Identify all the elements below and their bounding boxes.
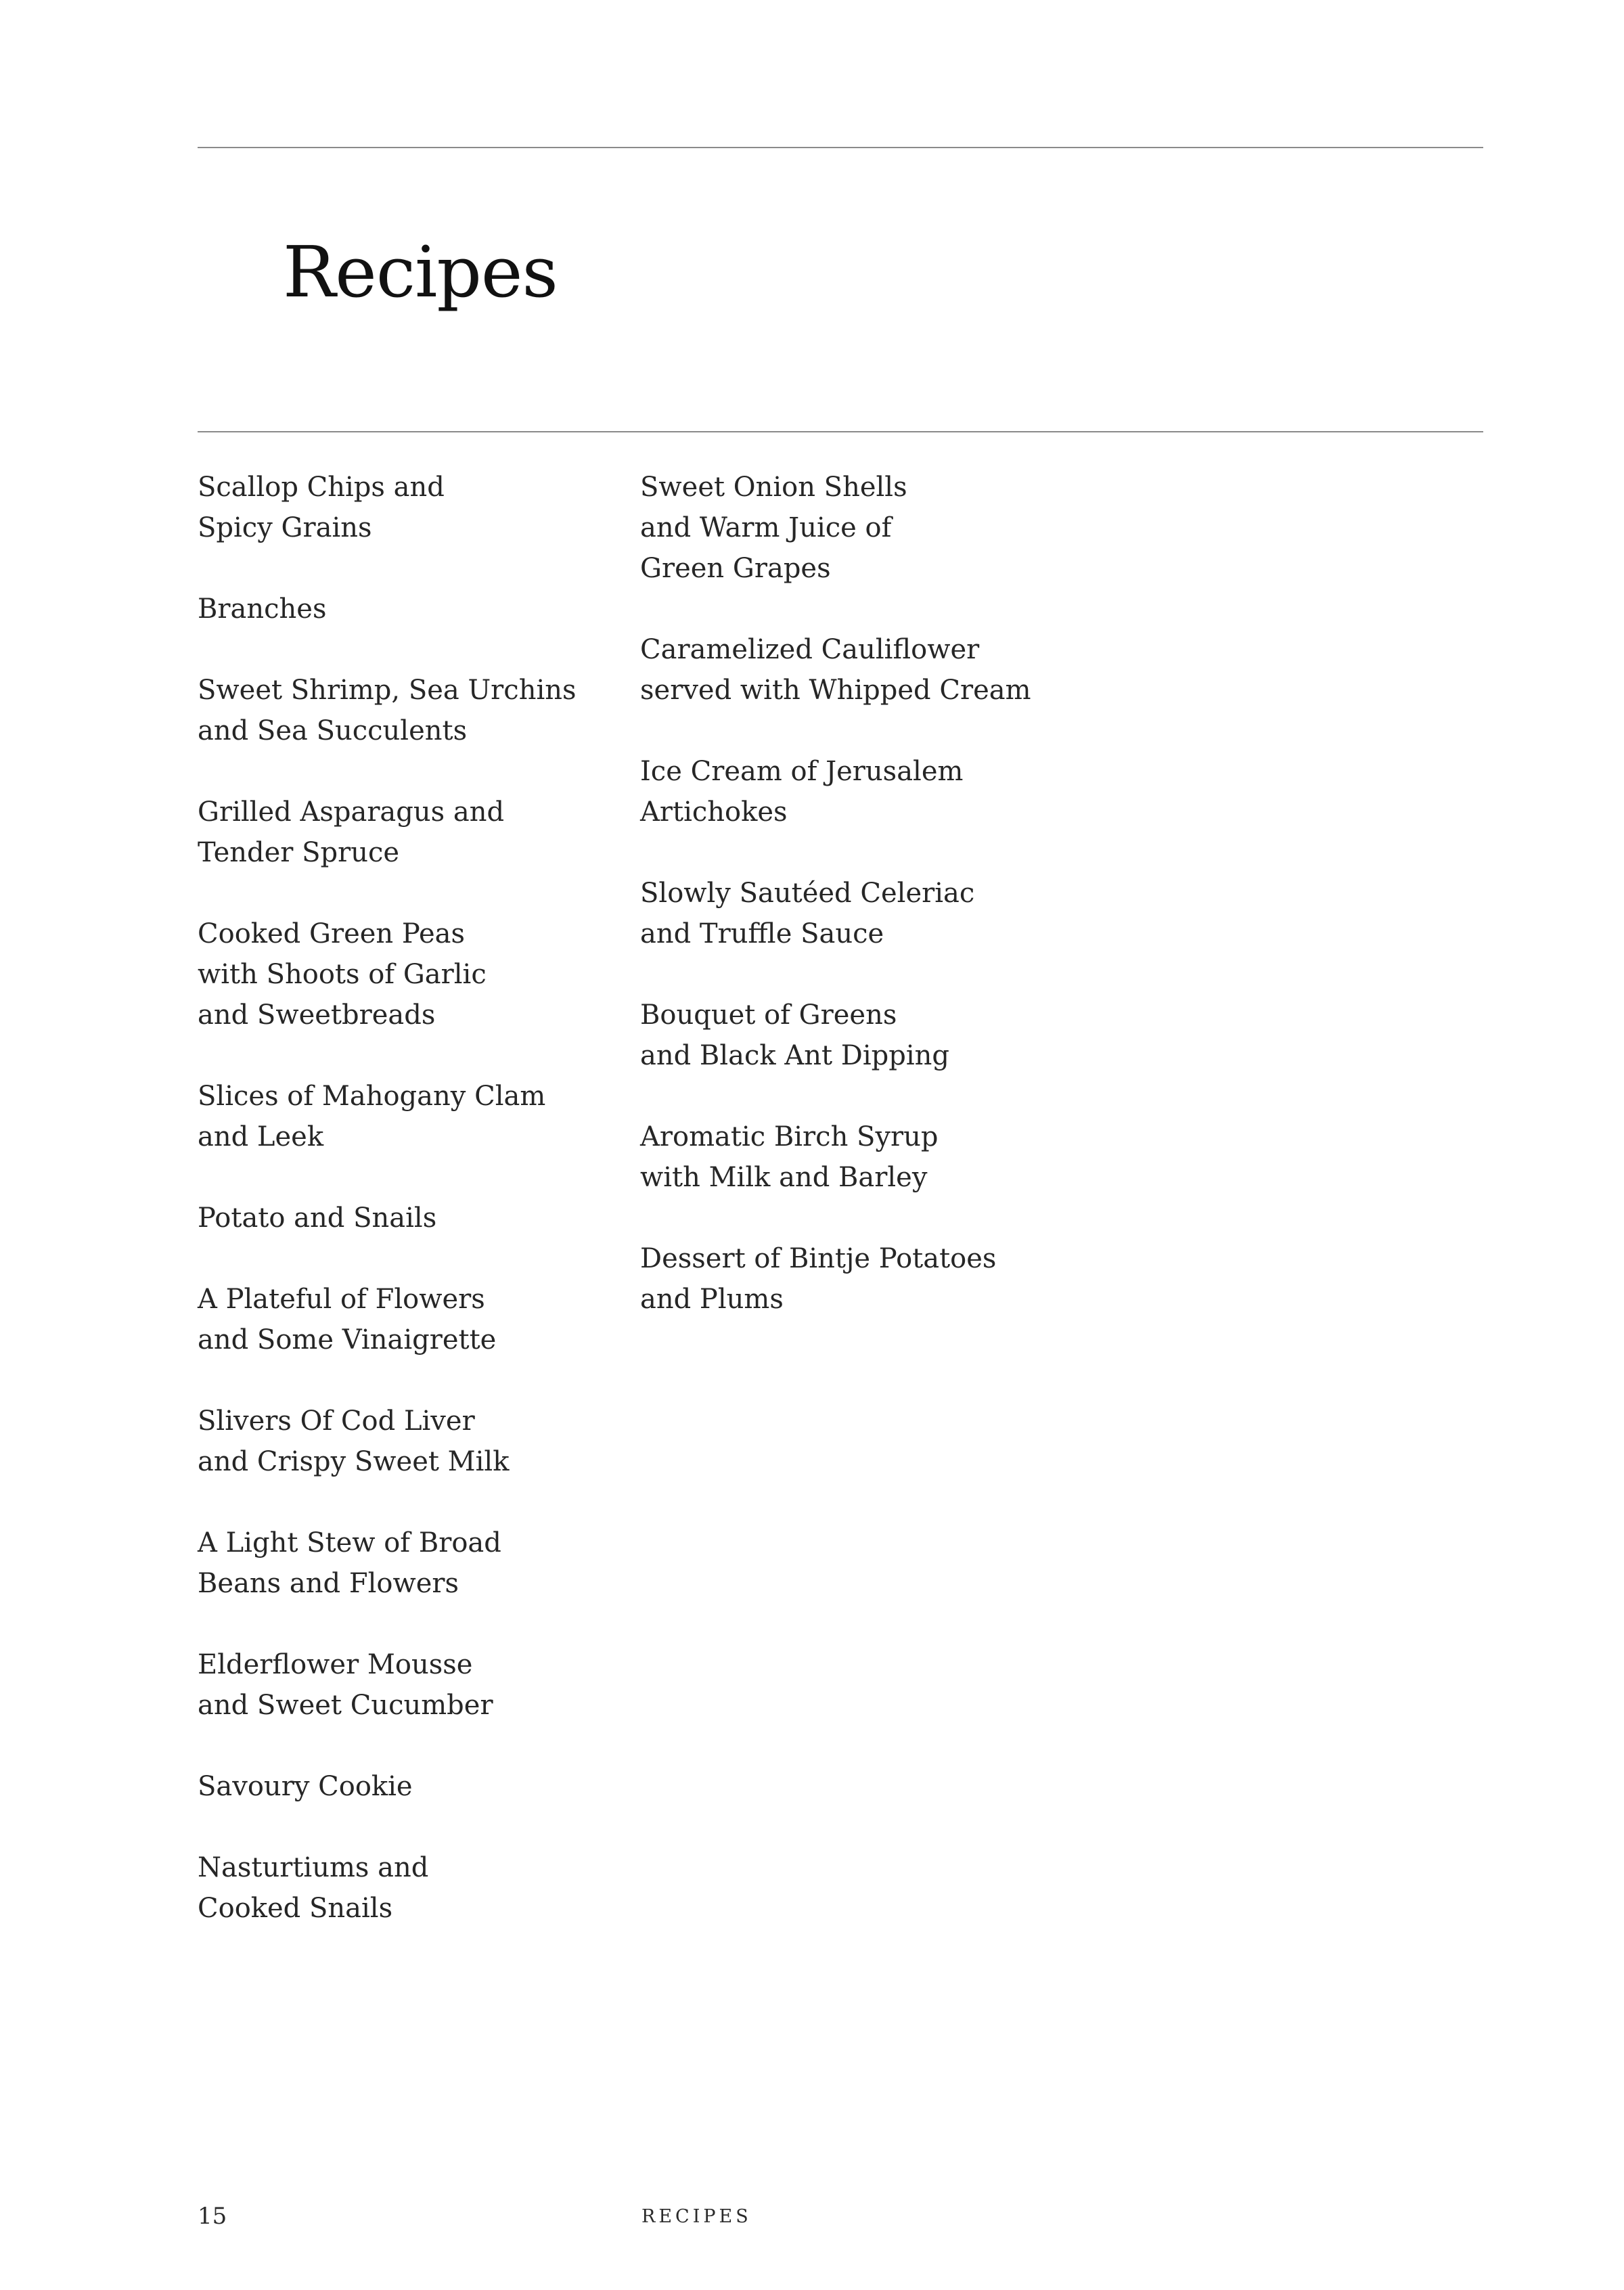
recipe-item — [640, 873, 1114, 954]
recipe-line: Caramelized Cauliflower — [640, 634, 980, 665]
recipe-item — [198, 1766, 617, 1807]
recipe-line: and Sea Succulents — [198, 715, 468, 746]
recipe-line: Nasturtiums and — [198, 1852, 429, 1883]
recipe-line: and Leek — [198, 1121, 324, 1152]
recipe-item — [198, 914, 617, 1035]
recipe-line: Artichokes — [640, 796, 788, 828]
recipe-line: Cooked Snails — [198, 1893, 393, 1924]
recipe-item — [640, 751, 1114, 832]
recipe-item — [198, 1279, 617, 1360]
recipe-line: and Warm Juice of — [640, 512, 892, 543]
recipe-item — [198, 1847, 617, 1929]
recipe-list-right — [640, 467, 1114, 1360]
recipe-line: A Plateful of Flowers — [198, 1284, 485, 1315]
recipe-line: and Truffle Sauce — [640, 918, 884, 949]
recipe-line: and Some Vinaigrette — [198, 1324, 497, 1355]
recipe-line: with Shoots of Garlic — [198, 959, 487, 990]
recipe-line: Dessert of Bintje Potatoes — [640, 1243, 997, 1274]
recipe-line: served with Whipped Cream — [640, 675, 1031, 706]
recipe-item — [198, 1198, 617, 1238]
recipe-line: Elderflower Mousse — [198, 1649, 473, 1680]
recipe-item — [640, 995, 1114, 1076]
recipe-line: Ice Cream of Jerusalem — [640, 756, 964, 787]
recipe-item — [640, 1238, 1114, 1320]
running-head: RECIPES — [641, 2206, 752, 2227]
recipe-line: Cooked Green Peas — [198, 918, 466, 949]
recipe-item — [198, 1076, 617, 1157]
recipe-line: and Sweetbreads — [198, 1000, 436, 1031]
recipe-line: and Sweet Cucumber — [198, 1690, 493, 1721]
recipe-line: Sweet Shrimp, Sea Urchins — [198, 675, 577, 706]
recipe-line: Grilled Asparagus and — [198, 796, 505, 828]
recipe-line: and Crispy Sweet Milk — [198, 1446, 510, 1477]
recipe-line: Savoury Cookie — [198, 1771, 413, 1802]
recipe-line: Spicy Grains — [198, 512, 372, 543]
recipe-item — [198, 467, 617, 548]
title-rule — [198, 431, 1483, 432]
recipe-item — [198, 792, 617, 873]
recipe-item — [198, 1523, 617, 1604]
recipe-item — [640, 467, 1114, 589]
recipe-line: with Milk and Barley — [640, 1162, 928, 1193]
page-number: 15 — [198, 2203, 227, 2230]
recipe-item — [198, 670, 617, 751]
recipe-line: Bouquet of Greens — [640, 1000, 897, 1031]
recipe-line: and Black Ant Dipping — [640, 1040, 949, 1071]
recipe-line: Green Grapes — [640, 553, 831, 584]
recipe-line: and Plums — [640, 1284, 784, 1315]
recipe-item — [198, 1401, 617, 1482]
recipe-line: Aromatic Birch Syrup — [640, 1121, 939, 1152]
recipe-line: Potato and Snails — [198, 1203, 437, 1234]
recipe-line: Branches — [198, 593, 327, 625]
recipe-line: Slices of Mahogany Clam — [198, 1081, 546, 1112]
recipe-line: A Light Stew of Broad — [198, 1527, 501, 1558]
page-title: Recipes — [283, 231, 558, 313]
recipe-item — [198, 1644, 617, 1726]
recipe-line: Beans and Flowers — [198, 1568, 459, 1599]
recipe-line: Slivers Of Cod Liver — [198, 1406, 475, 1437]
recipe-item — [198, 589, 617, 629]
recipe-line: Slowly Sautéed Celeriac — [640, 878, 975, 909]
recipe-line: Scallop Chips and — [198, 472, 445, 503]
recipe-list-left — [198, 467, 617, 1969]
top-rule — [198, 147, 1483, 148]
recipe-line: Tender Spruce — [198, 837, 400, 868]
recipe-line: Sweet Onion Shells — [640, 472, 907, 503]
recipe-item — [640, 629, 1114, 711]
recipe-item — [640, 1117, 1114, 1198]
